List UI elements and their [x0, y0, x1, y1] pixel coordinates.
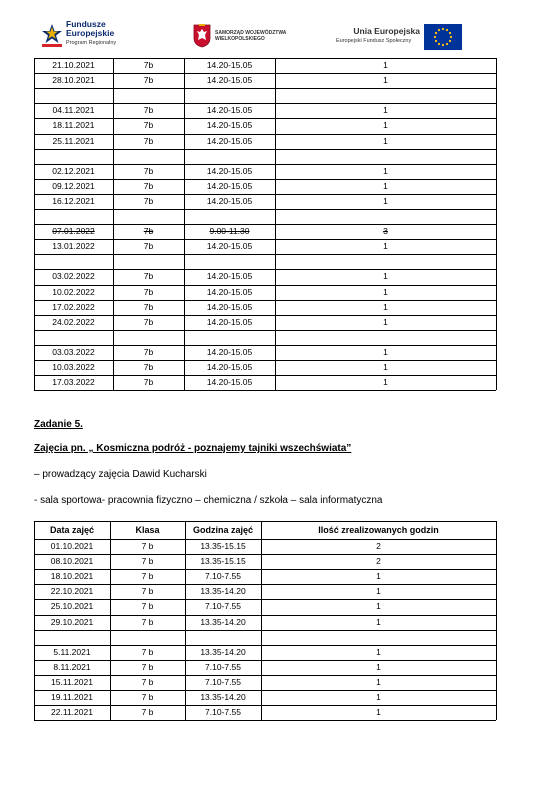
fe-title-line1: Fundusze [66, 19, 106, 29]
table-cell-klasa: 7b [143, 226, 154, 236]
table-cell-ilosc: 1 [383, 287, 388, 297]
table-cell-ilosc: 1 [383, 362, 388, 372]
table-cell-date: 29.10.2021 [50, 617, 94, 627]
table-cell-godzina: 14.20-15.05 [206, 271, 253, 281]
table-cell-ilosc: 1 [383, 75, 388, 85]
table-cell-klasa: 7b [143, 136, 154, 146]
table-cell-klasa: 7 b [141, 617, 154, 627]
table-cell-ilosc: 1 [376, 647, 381, 657]
table-cell-ilosc: 1 [376, 707, 381, 717]
fe-subtitle: Program Regionalny [66, 40, 117, 46]
table-cell-date: 18.10.2021 [50, 571, 94, 581]
table-cell-klasa: 7 b [141, 647, 154, 657]
table-rule [34, 720, 496, 721]
table-cell-date: 24.02.2022 [52, 317, 95, 327]
table-cell-date: 16.12.2021 [52, 196, 95, 206]
table-cell-klasa: 7 b [141, 707, 154, 717]
table-cell-ilosc: 1 [383, 271, 388, 281]
page-header [0, 0, 540, 60]
table-cell-ilosc: 1 [383, 181, 388, 191]
table-cell-ilosc: 1 [383, 166, 388, 176]
table-cell-godzina: 7.10-7.55 [205, 707, 241, 717]
table-cell-klasa: 7 b [141, 541, 154, 551]
table-cell-date: 19.11.2021 [51, 692, 93, 702]
table-cell-date: 25.10.2021 [50, 601, 94, 611]
table-cell-klasa: 7 b [141, 571, 154, 581]
fundusze-europejskie-logo [40, 20, 130, 56]
table-rule [34, 390, 496, 391]
table-cell-godzina: 9.00-11.30 [209, 226, 250, 236]
table-rule [34, 254, 496, 255]
unia-europejska-logo [336, 22, 470, 56]
table-cell-klasa: 7b [143, 271, 154, 281]
teacher-line: – prowadzący zajęcia Dawid Kucharski [34, 469, 207, 480]
section-title: Zadanie 5. [34, 419, 83, 430]
table-header-cell: Godzina zajęć [192, 525, 254, 535]
table-cell-godzina: 14.20-15.05 [206, 75, 253, 85]
table-cell-godzina: 13.35-14.20 [200, 586, 246, 596]
table-cell-ilosc: 1 [383, 196, 388, 206]
ue-title: Unia Europejska [353, 26, 420, 36]
table-cell-godzina: 14.20-15.05 [206, 302, 253, 312]
table-cell-klasa: 7b [143, 347, 154, 357]
table-cell-ilosc: 1 [383, 105, 388, 115]
table-rule [34, 209, 496, 210]
table-rule [34, 630, 496, 631]
table-cell-klasa: 7b [143, 196, 154, 206]
table-cell-godzina: 14.20-15.05 [206, 377, 253, 387]
table-cell-klasa: 7 b [141, 556, 154, 566]
table-cell-godzina: 7.10-7.55 [205, 662, 241, 672]
table-cell-ilosc: 1 [383, 302, 388, 312]
table-cell-ilosc: 1 [376, 692, 381, 702]
rooms-line: - sala sportowa- pracownia fizyczno – chemiczna / szkoła – sala informatyczna [34, 495, 383, 506]
table-cell-date: 28.10.2021 [52, 75, 95, 85]
table-cell-date: 18.11.2021 [52, 120, 95, 130]
table-cell-godzina: 14.20-15.05 [206, 362, 253, 372]
table-cell-ilosc: 1 [383, 347, 388, 357]
table-cell-ilosc: 1 [376, 677, 381, 687]
table-header-cell: Klasa [135, 525, 160, 535]
table-cell-godzina: 14.20-15.05 [206, 181, 253, 191]
table-cell-date: 10.03.2022 [52, 362, 95, 372]
table-cell-ilosc: 1 [376, 586, 381, 596]
table-rule [34, 521, 496, 522]
table-cell-godzina: 13.35-14.20 [200, 692, 246, 702]
table-cell-date: 09.12.2021 [52, 181, 95, 191]
table-cell-date: 08.10.2021 [50, 556, 94, 566]
table-cell-date: 8.11.2021 [53, 662, 91, 672]
table-cell-klasa: 7b [143, 75, 154, 85]
course-title: Zajęcia pn. „ Kosmiczna podróż - poznajemy tajniki wszechświata” [34, 443, 352, 454]
table-cell-godzina: 14.20-15.05 [206, 136, 253, 146]
table-cell-date: 02.12.2021 [52, 166, 95, 176]
table-header-cell: Ilość zrealizowanych godzin [318, 525, 439, 535]
table-cell-date: 03.02.2022 [52, 271, 95, 281]
table-cell-klasa: 7b [143, 302, 154, 312]
table-header-cell: Data zajęć [49, 525, 95, 535]
table-cell-klasa: 7b [143, 120, 154, 130]
table-cell-ilosc: 1 [383, 317, 388, 327]
table-cell-date: 07.01.2022 [52, 226, 95, 236]
table-cell-date: 17.03.2022 [52, 377, 95, 387]
table-cell-ilosc: 1 [383, 241, 388, 251]
table-cell-ilosc: 2 [376, 541, 381, 551]
table-cell-godzina: 14.20-15.05 [206, 166, 253, 176]
table-cell-ilosc: 1 [376, 662, 381, 672]
table-rule [34, 330, 496, 331]
table-cell-godzina: 14.20-15.05 [206, 287, 253, 297]
table-rule [34, 88, 496, 89]
table-cell-klasa: 7b [143, 105, 154, 115]
table-rule [496, 521, 497, 720]
table-cell-godzina: 14.20-15.05 [206, 347, 253, 357]
table-cell-ilosc: 1 [383, 136, 388, 146]
table-cell-klasa: 7 b [141, 677, 154, 687]
table-cell-ilosc: 1 [376, 571, 381, 581]
table-cell-godzina: 13.35-14.20 [200, 647, 246, 657]
table-cell-ilosc: 3 [383, 226, 388, 236]
table-cell-klasa: 7b [143, 317, 154, 327]
table-cell-klasa: 7 b [141, 586, 154, 596]
table-cell-date: 10.02.2022 [52, 287, 95, 297]
table-cell-date: 17.02.2022 [52, 302, 95, 312]
table-cell-date: 13.01.2022 [52, 241, 95, 251]
table-cell-klasa: 7b [143, 166, 154, 176]
table-cell-ilosc: 1 [376, 601, 381, 611]
table-cell-godzina: 13.35-15.15 [200, 556, 246, 566]
table-cell-klasa: 7 b [141, 601, 154, 611]
table-cell-ilosc: 1 [383, 60, 388, 70]
table-cell-godzina: 7.10-7.55 [205, 677, 241, 687]
table-cell-date: 21.10.2021 [52, 60, 95, 70]
table-cell-klasa: 7 b [141, 692, 154, 702]
eu-flag-icon [424, 24, 462, 50]
table-cell-klasa: 7b [143, 60, 154, 70]
table-cell-godzina: 13.35-15.15 [200, 541, 246, 551]
table-cell-godzina: 14.20-15.05 [206, 120, 253, 130]
table-cell-date: 22.11.2021 [51, 707, 93, 717]
table-cell-date: 5.11.2021 [53, 647, 91, 657]
table-cell-klasa: 7 b [141, 662, 154, 672]
table-cell-godzina: 14.20-15.05 [206, 196, 253, 206]
table-cell-godzina: 14.20-15.05 [206, 105, 253, 115]
table-cell-godzina: 13.35-14.20 [200, 617, 246, 627]
table-cell-date: 03.03.2022 [52, 347, 95, 357]
table-cell-ilosc: 1 [376, 617, 381, 627]
table-cell-date: 15.11.2021 [51, 677, 93, 687]
table-cell-klasa: 7b [143, 241, 154, 251]
table-cell-date: 04.11.2021 [52, 105, 95, 115]
table-cell-godzina: 14.20-15.05 [206, 317, 253, 327]
table-cell-date: 25.11.2021 [52, 136, 95, 146]
table-cell-date: 01.10.2021 [50, 541, 94, 551]
table-cell-ilosc: 1 [383, 120, 388, 130]
table-cell-klasa: 7b [143, 287, 154, 297]
table-cell-ilosc: 1 [383, 377, 388, 387]
eagle-crest-icon [193, 24, 211, 48]
table-cell-date: 22.10.2021 [50, 586, 94, 596]
ue-subtitle: Europejski Fundusz Społeczny [336, 38, 412, 44]
table-cell-godzina: 14.20-15.05 [206, 60, 253, 70]
wlkp-line2: WIELKOPOLSKIEGO [215, 36, 265, 42]
table-cell-ilosc: 2 [376, 556, 381, 566]
wielkopolska-logo [193, 24, 303, 54]
table-rule [496, 58, 497, 390]
wlkp-line1: SAMORZĄD WOJEWÓDZTWA [215, 30, 287, 36]
table-cell-klasa: 7b [143, 362, 154, 372]
fe-star-icon [40, 21, 64, 49]
table-cell-klasa: 7b [143, 181, 154, 191]
fe-title-line2: Europejskie [66, 28, 115, 38]
table-cell-godzina: 14.20-15.05 [206, 241, 253, 251]
table-rule [34, 149, 496, 150]
table-cell-godzina: 7.10-7.55 [205, 571, 241, 581]
table-cell-godzina: 7.10-7.55 [205, 601, 241, 611]
table-cell-klasa: 7b [143, 377, 154, 387]
